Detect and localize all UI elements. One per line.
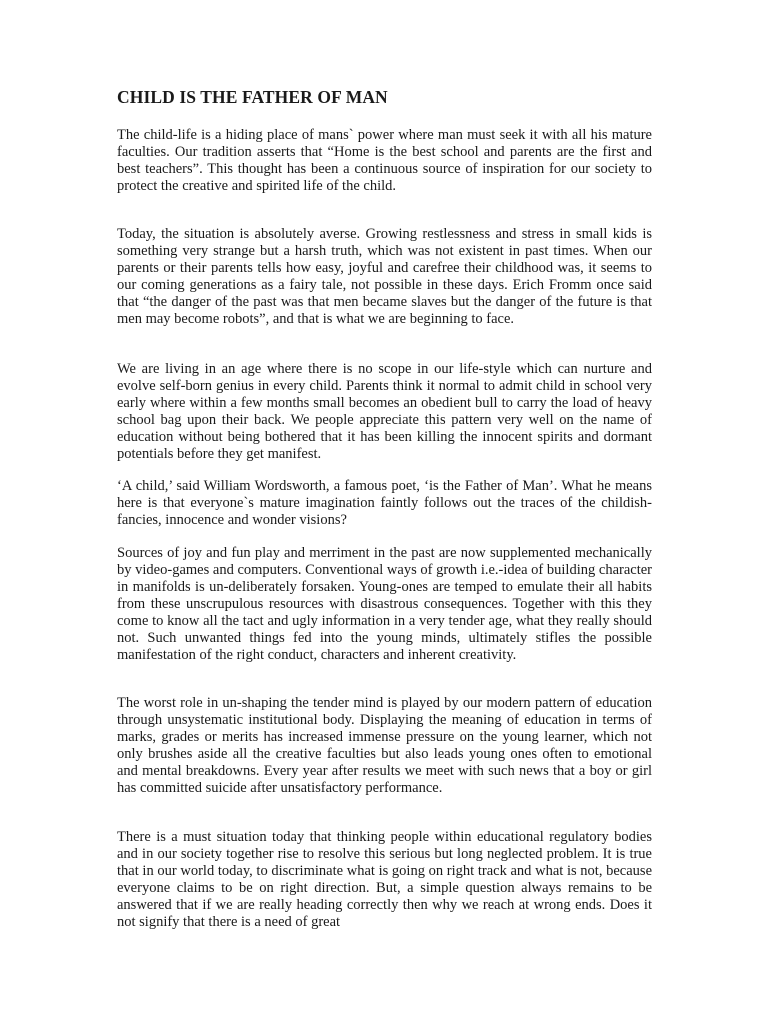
paragraph-7: There is a must situation today that thinking people within educational regulatory bodies and in our society together rise to resolve this serious but long neglected problem. It is true that in our world today, to discriminate what is going on right track and what is not, because everyone claims to be on right direction. But, a simple question always remains to be answered that if we are really heading correctly then why we reach at wrong ends. Does it not signify that there is a need of great <box>117 829 652 930</box>
paragraph-5: Sources of joy and fun play and merriment in the past are now supplemented mechanically by video-games and computers. Conventional ways of growth i.e.-idea of building character in manifolds is un-deliberately forsaken. Young-ones are temped to emulate their all habits from these unscrupulous resources with disastrous consequences. Together with this they come to know all the tact and ugly information in a very tender age, what they really should not. Such unwanted things fed into the young minds, ultimately stifles the possible manifestation of the right conduct, characters and inherent creativity. <box>117 545 652 663</box>
paragraph-3: We are living in an age where there is no scope in our life-style which can nurture and evolve self-born genius in every child. Parents think it normal to admit child in school very early where within a few months small becomes an obedient bull to carry the load of heavy school bag upon their back. We people appreciate this pattern very well on the name of education without being bothered that it has been killing the innocent spirits and dormant potentials before they get manifest. <box>117 361 652 462</box>
document-title: CHILD IS THE FATHER OF MAN <box>117 87 388 107</box>
paragraph-6: The worst role in un-shaping the tender mind is played by our modern pattern of education through unsystematic institutional body. Displaying the meaning of education in terms of marks, grades or merits has increased immense pressure on the young learner, which not only brushes aside all the creative faculties but also leads young ones often to emotional and mental breakdowns. Every year after results we meet with such news that a boy or girl has committed suicide after unsatisfactory performance. <box>117 695 652 796</box>
paragraph-1: The child-life is a hiding place of mans` power where man must seek it with all his mature faculties. Our tradition asserts that “Home is the best school and parents are the first and best teachers”. This thought has been a continuous source of inspiration for our society to protect the creative and spirited life of the child. <box>117 127 652 194</box>
paragraph-4: ‘A child,’ said William Wordsworth, a famous poet, ‘is the Father of Man’. What he means here is that everyone`s mature imagination faintly follows out the traces of the childish-fancies, innocence and wonder visions? <box>117 478 652 528</box>
paragraph-2: Today, the situation is absolutely averse. Growing restlessness and stress in small kids is something very strange but a harsh truth, which was not existent in past times. When our parents or their parents tells how easy, joyful and carefree their childhood was, it seems to our coming generations as a fairy tale, not possible in these days. Erich Fromm once said that “the danger of the past was that men became slaves but the danger of the future is that men may become robots”, and that is what we are beginning to face. <box>117 226 652 327</box>
